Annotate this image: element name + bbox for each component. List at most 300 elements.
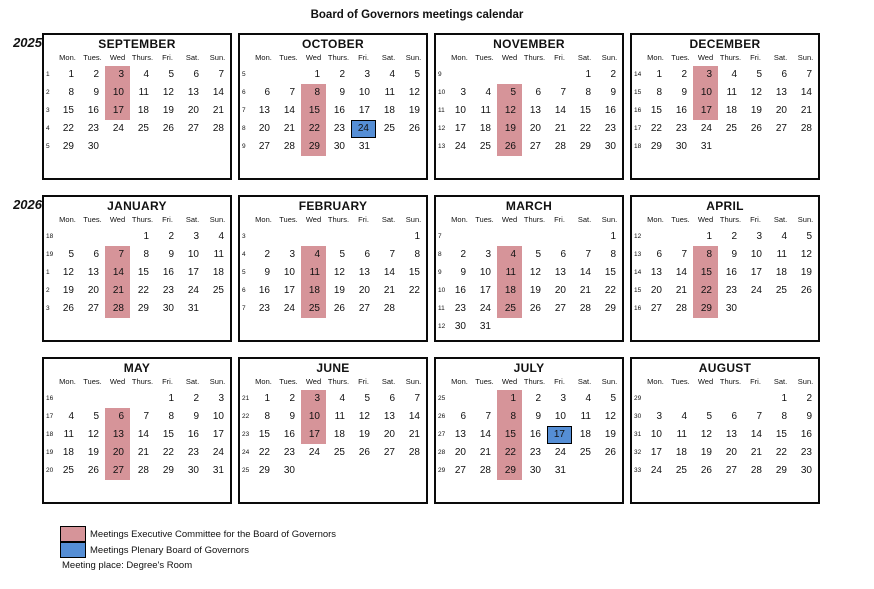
calendar-day: 7 — [681, 249, 687, 260]
calendar-day: 12 — [750, 87, 762, 98]
calendar-day: 12 — [700, 429, 712, 440]
month-title: NOVEMBER — [493, 37, 565, 51]
calendar-day: 29 — [650, 141, 662, 152]
week-number: 16 — [46, 395, 54, 402]
week-number-column-spacer — [44, 214, 55, 228]
calendar-day: 11 — [776, 249, 787, 260]
week-number: 26 — [438, 413, 446, 420]
calendar-day: 1 — [585, 69, 591, 80]
calendar-day — [401, 156, 426, 174]
calendar-day: 15 — [162, 429, 174, 440]
calendar-day — [547, 228, 572, 246]
calendar-day — [497, 480, 522, 498]
week-row — [436, 462, 622, 480]
calendar-day: 16 — [333, 105, 345, 116]
calendar-day — [572, 480, 597, 498]
calendar-day: 17 — [650, 447, 662, 458]
calendar-day: 6 — [364, 249, 370, 260]
day-header: Sat. — [381, 53, 396, 62]
week-row — [632, 426, 818, 444]
day-header: Mon. — [255, 53, 272, 62]
calendar-day: 13 — [87, 267, 99, 278]
calendar-day: 7 — [414, 393, 420, 404]
day-header: Thurs. — [327, 53, 350, 62]
day-header: Sat. — [773, 215, 788, 224]
calendar-day: 7 — [806, 69, 812, 80]
calendar-day: 7 — [289, 87, 295, 98]
calendar-day: 10 — [750, 249, 762, 260]
calendar-day — [401, 300, 426, 318]
calendar-day: 2 — [264, 249, 270, 260]
calendar-day: 5 — [756, 69, 762, 80]
calendar-day: 4 — [485, 87, 491, 98]
plenary-color-swatch — [60, 542, 86, 558]
calendar-day: 18 — [137, 105, 149, 116]
calendar-day: 4 — [681, 411, 687, 422]
week-number: 31 — [634, 431, 642, 438]
week-number — [436, 156, 447, 174]
day-header: Sat. — [773, 53, 788, 62]
week-number-column-spacer — [632, 214, 643, 228]
day-header: Tues. — [671, 215, 690, 224]
calendar-day — [326, 318, 351, 336]
calendar-day: 2 — [289, 393, 295, 404]
calendar-day: 18 — [62, 447, 74, 458]
week-row — [44, 300, 230, 318]
calendar-day: 20 — [454, 447, 466, 458]
week-row — [240, 138, 426, 156]
calendar-day — [643, 480, 668, 498]
calendar-day — [205, 138, 230, 156]
calendar-day: 17 — [283, 285, 295, 296]
calendar-day — [105, 156, 130, 174]
week-row — [436, 264, 622, 282]
calendar-day — [668, 480, 693, 498]
calendar-day — [251, 66, 276, 84]
calendar-day — [522, 156, 547, 174]
calendar-day: 28 — [554, 141, 566, 152]
week-number: 25 — [242, 467, 250, 474]
calendar-day: 23 — [258, 303, 270, 314]
calendar-day: 13 — [358, 267, 370, 278]
calendar-day: 12 — [62, 267, 74, 278]
week-number — [240, 480, 251, 498]
calendar-day: 30 — [333, 141, 345, 152]
calendar-day: 6 — [731, 411, 737, 422]
calendar-day: 9 — [681, 87, 687, 98]
calendar-day: 23 — [675, 123, 687, 134]
calendar-day — [301, 480, 326, 498]
calendar-day-executive-meeting: 22 — [497, 444, 522, 462]
day-header: Fri. — [554, 53, 565, 62]
calendar-day: 3 — [364, 69, 370, 80]
month-title: JUNE — [316, 361, 350, 375]
calendar-day — [597, 156, 622, 174]
calendar-day-executive-meeting: 5 — [497, 84, 522, 102]
day-header: Sun. — [209, 53, 226, 62]
day-header: Tues. — [83, 53, 102, 62]
calendar-day: 28 — [800, 123, 812, 134]
week-number: 9 — [438, 269, 442, 276]
week-number: 12 — [438, 125, 446, 132]
week-number: 33 — [634, 467, 642, 474]
calendar-day: 28 — [283, 141, 295, 152]
calendar-day — [597, 480, 622, 498]
week-row — [44, 264, 230, 282]
calendar-day-executive-meeting: 18 — [497, 282, 522, 300]
calendar-day: 21 — [283, 123, 295, 134]
calendar-day: 13 — [775, 87, 787, 98]
calendar-day: 12 — [800, 249, 812, 260]
calendar-day: 26 — [408, 123, 420, 134]
calendar-day: 8 — [414, 249, 420, 260]
week-row — [632, 138, 818, 156]
calendar-day: 18 — [212, 267, 224, 278]
week-number: 2 — [46, 287, 50, 294]
calendar-day: 12 — [333, 267, 345, 278]
week-row — [44, 102, 230, 120]
calendar-day — [55, 390, 80, 408]
calendar-day: 28 — [383, 303, 395, 314]
year-label-2025: 2025 — [13, 35, 42, 50]
calendar-day: 8 — [264, 411, 270, 422]
calendar-day: 20 — [258, 123, 270, 134]
day-header: Tues. — [475, 53, 494, 62]
calendar-day: 31 — [187, 303, 199, 314]
calendar-day: 12 — [162, 87, 174, 98]
calendar-day: 6 — [93, 249, 99, 260]
calendar-day: 6 — [264, 87, 270, 98]
calendar-day-executive-meeting: 20 — [105, 444, 130, 462]
calendar-day: 29 — [579, 141, 591, 152]
day-header: Sat. — [773, 377, 788, 386]
calendar-day: 28 — [479, 465, 491, 476]
day-header: Mon. — [451, 215, 468, 224]
week-row — [240, 84, 426, 102]
calendar-day-executive-meeting: 4 — [497, 246, 522, 264]
calendar-day: 14 — [408, 411, 420, 422]
calendar-day: 17 — [454, 123, 466, 134]
week-row — [44, 462, 230, 480]
month-june — [238, 357, 428, 504]
calendar-day: 12 — [604, 411, 616, 422]
calendar-day — [351, 228, 376, 246]
week-number: 7 — [242, 107, 246, 114]
calendar-day — [497, 318, 522, 336]
calendar-day — [497, 156, 522, 174]
calendar-day — [793, 480, 818, 498]
calendar-day: 25 — [333, 447, 345, 458]
calendar-day — [276, 318, 301, 336]
calendar-day: 21 — [579, 285, 591, 296]
calendar-day-executive-meeting: 10 — [693, 84, 718, 102]
day-header: Fri. — [554, 377, 565, 386]
calendar-day — [376, 318, 401, 336]
calendar-day — [668, 390, 693, 408]
calendar-day — [376, 156, 401, 174]
calendar-day-executive-meeting: 29 — [301, 138, 326, 156]
week-number-column-spacer — [44, 52, 55, 66]
day-header: Thurs. — [719, 215, 742, 224]
calendar-day — [693, 390, 718, 408]
calendar-day: 14 — [554, 105, 566, 116]
week-row — [436, 138, 622, 156]
day-header: Tues. — [83, 377, 102, 386]
week-number-column-spacer — [436, 214, 447, 228]
calendar-day: 30 — [725, 303, 737, 314]
calendar-day — [105, 318, 130, 336]
week-row — [436, 156, 622, 174]
calendar-day: 3 — [560, 393, 566, 404]
calendar-day — [301, 228, 326, 246]
week-number: 7 — [242, 305, 246, 312]
calendar-day — [547, 156, 572, 174]
calendar-day — [55, 228, 80, 246]
calendar-day: 30 — [454, 321, 466, 332]
calendar-day: 2 — [806, 393, 812, 404]
calendar-day: 21 — [675, 285, 687, 296]
calendar-day: 13 — [650, 267, 662, 278]
calendar-day: 2 — [535, 393, 541, 404]
calendar-day: 7 — [585, 249, 591, 260]
calendar-day-executive-meeting: 14 — [105, 264, 130, 282]
calendar-day: 20 — [650, 285, 662, 296]
calendar-day: 18 — [333, 429, 345, 440]
calendar-day: 23 — [725, 285, 737, 296]
calendar-day-executive-meeting: 1 — [497, 390, 522, 408]
calendar-day: 14 — [579, 267, 591, 278]
week-row — [436, 408, 622, 426]
calendar-day: 4 — [731, 69, 737, 80]
calendar-day: 25 — [383, 123, 395, 134]
calendar-day: 14 — [479, 429, 491, 440]
week-number: 1 — [46, 71, 50, 78]
calendar-day: 27 — [725, 465, 737, 476]
week-row — [436, 390, 622, 408]
week-row — [632, 246, 818, 264]
calendar-day-executive-meeting: 8 — [693, 246, 718, 264]
week-row — [240, 462, 426, 480]
calendar-day: 24 — [112, 123, 124, 134]
calendar-day: 22 — [775, 447, 787, 458]
calendar-day: 4 — [585, 393, 591, 404]
calendar-day: 5 — [339, 249, 345, 260]
calendar-day: 27 — [87, 303, 99, 314]
calendar-day: 9 — [460, 267, 466, 278]
calendar-day-executive-meeting: 29 — [693, 300, 718, 318]
week-row — [632, 66, 818, 84]
calendar-day-executive-meeting: 29 — [497, 462, 522, 480]
calendar-day: 11 — [334, 411, 345, 422]
calendar-day-executive-meeting: 17 — [301, 426, 326, 444]
week-number: 29 — [438, 467, 446, 474]
calendar-day: 23 — [604, 123, 616, 134]
week-row — [240, 102, 426, 120]
week-row — [240, 300, 426, 318]
calendar-day: 26 — [333, 303, 345, 314]
week-row — [240, 156, 426, 174]
week-row — [240, 426, 426, 444]
week-number: 17 — [46, 413, 54, 420]
week-row — [436, 102, 622, 120]
day-header: Fri. — [750, 377, 761, 386]
calendar-day — [401, 462, 426, 480]
calendar-day — [447, 390, 472, 408]
calendar-day: 21 — [479, 447, 491, 458]
calendar-day — [643, 156, 668, 174]
calendar-day: 25 — [137, 123, 149, 134]
week-row — [436, 282, 622, 300]
week-number — [436, 480, 447, 498]
calendar-day: 10 — [479, 267, 491, 278]
calendar-day — [276, 156, 301, 174]
day-header: Wed — [305, 53, 322, 62]
calendar-day — [180, 318, 205, 336]
calendar-day: 27 — [775, 123, 787, 134]
day-header: Tues. — [279, 215, 298, 224]
calendar-day-executive-meeting: 15 — [497, 426, 522, 444]
calendar-day: 19 — [162, 105, 174, 116]
calendar-day — [376, 228, 401, 246]
calendar-day: 12 — [87, 429, 99, 440]
week-row — [632, 228, 818, 246]
day-header: Mon. — [255, 377, 272, 386]
calendar-day: 27 — [554, 303, 566, 314]
month-december — [630, 33, 820, 180]
week-number: 24 — [242, 449, 250, 456]
months-grid — [42, 33, 820, 504]
calendar-day-executive-meeting: 13 — [105, 426, 130, 444]
day-header: Thurs. — [131, 377, 154, 386]
calendar-day: 29 — [62, 141, 74, 152]
day-header: Sat. — [185, 215, 200, 224]
calendar-day — [793, 138, 818, 156]
day-header: Sun. — [405, 215, 422, 224]
day-header: Wed — [501, 377, 518, 386]
week-row — [436, 84, 622, 102]
calendar-day: 28 — [137, 465, 149, 476]
calendar-day — [276, 66, 301, 84]
week-number: 28 — [438, 449, 446, 456]
calendar-day: 3 — [485, 249, 491, 260]
calendar-day: 16 — [187, 429, 199, 440]
executive-legend-label: Meetings Executive Committee for the Board of Governors — [90, 528, 337, 540]
calendar-day — [55, 156, 80, 174]
calendar-day: 3 — [756, 231, 762, 242]
calendar-day — [80, 156, 105, 174]
week-number: 15 — [634, 89, 642, 96]
month-title: MARCH — [505, 199, 553, 213]
calendar-day: 11 — [63, 429, 74, 440]
calendar-day: 11 — [480, 105, 491, 116]
calendar-day — [130, 156, 155, 174]
day-header: Wed — [109, 377, 126, 386]
calendar-day — [301, 318, 326, 336]
week-number: 19 — [46, 251, 54, 258]
calendar-day: 6 — [656, 249, 662, 260]
week-number: 11 — [438, 305, 445, 312]
calendar-day: 23 — [187, 447, 199, 458]
calendar-day: 5 — [168, 69, 174, 80]
calendar-day — [351, 480, 376, 498]
calendar-day: 8 — [781, 411, 787, 422]
calendar-day — [180, 480, 205, 498]
executive-color-swatch — [60, 526, 86, 542]
legend-row-plenary — [60, 542, 336, 558]
calendar-day: 14 — [383, 267, 395, 278]
day-header-row — [240, 376, 426, 390]
week-number — [44, 156, 55, 174]
month-november — [434, 33, 624, 180]
week-row — [632, 390, 818, 408]
week-number — [632, 480, 643, 498]
calendar-day — [743, 156, 768, 174]
calendar-day: 4 — [143, 69, 149, 80]
calendar-day: 31 — [212, 465, 224, 476]
calendar-day — [718, 138, 743, 156]
week-number: 17 — [634, 125, 642, 132]
calendar-day: 24 — [554, 447, 566, 458]
calendar-day: 15 — [579, 105, 591, 116]
calendar-day: 4 — [781, 231, 787, 242]
calendar-day-executive-meeting: 8 — [301, 84, 326, 102]
month-title: FEBRUARY — [298, 199, 368, 213]
calendar-day: 30 — [187, 465, 199, 476]
calendar-day — [326, 462, 351, 480]
week-number — [44, 480, 55, 498]
day-header: Wed — [501, 215, 518, 224]
calendar-day — [205, 156, 230, 174]
calendar-day: 20 — [775, 105, 787, 116]
week-row — [436, 480, 622, 498]
day-header-row — [44, 214, 230, 228]
week-number-column-spacer — [436, 52, 447, 66]
calendar-day: 17 — [358, 105, 370, 116]
calendar-day: 27 — [258, 141, 270, 152]
month-february — [238, 195, 428, 342]
calendar-day: 22 — [162, 447, 174, 458]
calendar-day: 13 — [454, 429, 466, 440]
week-number: 4 — [46, 125, 50, 132]
calendar-day: 16 — [675, 105, 687, 116]
calendar-day: 8 — [585, 87, 591, 98]
calendar-day: 22 — [258, 447, 270, 458]
calendar-day: 12 — [358, 411, 370, 422]
week-row — [44, 120, 230, 138]
calendar-day: 14 — [137, 429, 149, 440]
calendar-day: 5 — [93, 411, 99, 422]
calendar-day: 25 — [775, 285, 787, 296]
week-row — [436, 300, 622, 318]
calendar-day: 10 — [358, 87, 370, 98]
calendar-day — [668, 318, 693, 336]
calendar-day: 22 — [137, 285, 149, 296]
calendar-day — [522, 66, 547, 84]
day-header: Mon. — [451, 53, 468, 62]
week-number-column-spacer — [240, 214, 251, 228]
year-label-2026: 2026 — [13, 197, 42, 212]
day-header: Sun. — [797, 377, 814, 386]
week-number: 6 — [242, 89, 246, 96]
calendar-day: 29 — [162, 465, 174, 476]
day-header: Sun. — [797, 53, 814, 62]
calendar-day: 23 — [162, 285, 174, 296]
calendar-day: 21 — [408, 429, 420, 440]
calendar-day: 19 — [87, 447, 99, 458]
calendar-day-executive-meeting: 3 — [693, 66, 718, 84]
calendar-day: 24 — [308, 447, 320, 458]
calendar-day: 28 — [212, 123, 224, 134]
